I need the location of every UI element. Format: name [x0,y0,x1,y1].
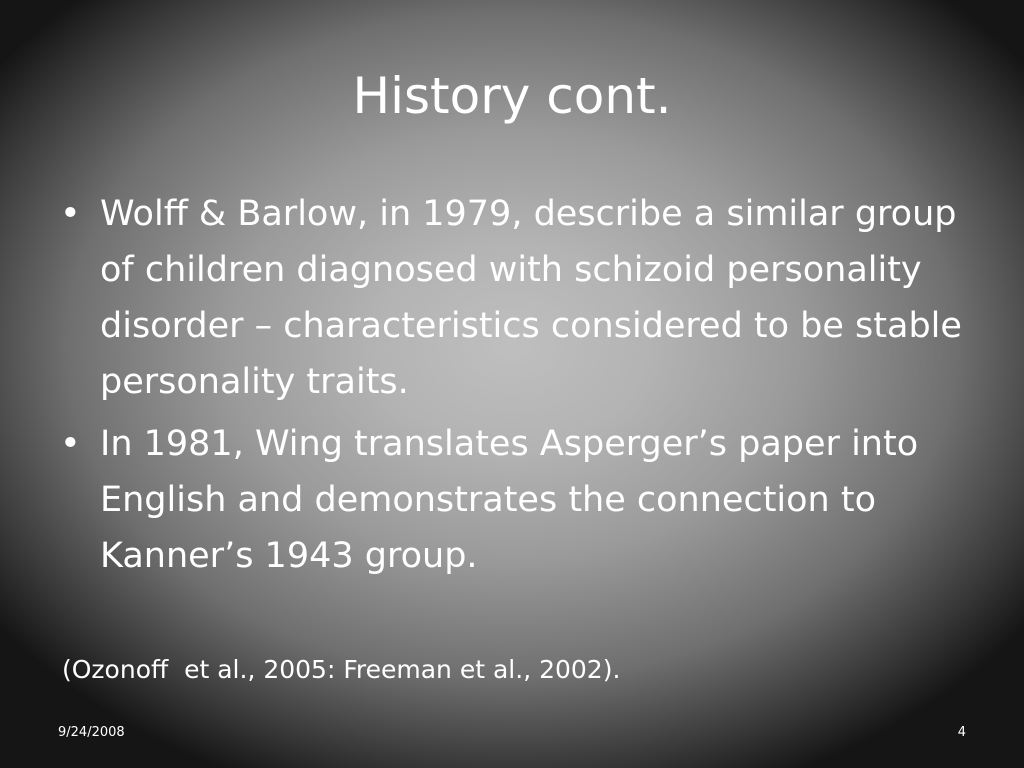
bullet-marker: • [60,194,81,234]
citation: (Ozonoff et al., 2005: Freeman et al., 2002). [62,655,621,684]
bullet-text: Wolff & Barlow, in 1979, describe a similar group of children diagnosed with schizoid personality disorder – characteristics considered to be stable personality traits. [100,194,962,402]
bullet-item [58,186,978,410]
slide-title: History cont. [352,67,672,125]
bullet-list [58,186,978,584]
slide-number: 4 [957,725,966,740]
footer-date: 9/24/2008 [58,725,125,740]
bullet-marker: • [60,424,81,464]
bullet-text: In 1981, Wing translates Asperger’s paper into English and demonstrates the connection to Kanner’s 1943 group. [100,424,919,576]
bullet-item [58,416,978,584]
